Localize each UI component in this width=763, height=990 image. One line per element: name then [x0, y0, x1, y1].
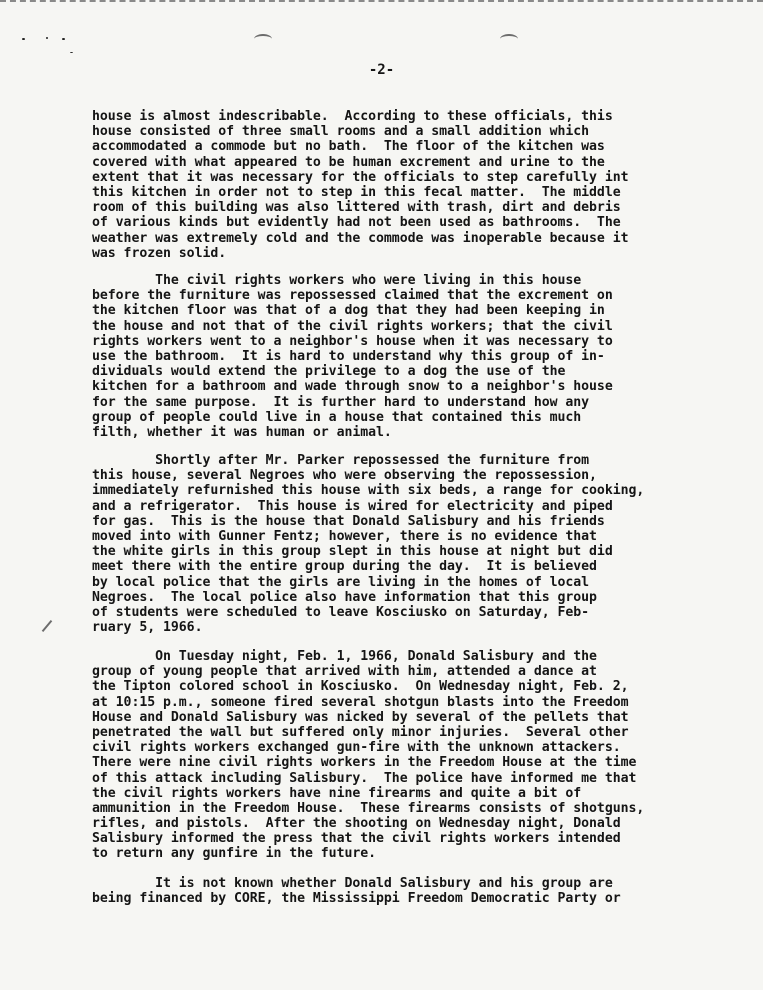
text-line: extent that it was necessary for the officials to step carefully int	[92, 169, 629, 185]
margin-mark	[42, 620, 53, 632]
speck-mark	[70, 52, 73, 53]
text-line: and a refrigerator. This house is wired for electricity and piped	[92, 498, 613, 514]
text-line: weather was extremely cold and the commode was inoperable because it	[92, 230, 629, 246]
text-line: being financed by CORE, the Mississippi Freedom Democratic Party or	[92, 891, 621, 907]
paragraph-2	[92, 273, 722, 440]
text-line: meet there with the entire group during the day. It is believed	[92, 559, 597, 575]
paragraph-1	[92, 109, 722, 261]
text-line: the kitchen floor was that of a dog that they had been keeping in	[92, 303, 605, 319]
text-line: the white girls in this group slept in this house at night but did	[92, 544, 613, 560]
text-line: the house and not that of the civil rights workers; that the civil	[92, 318, 613, 334]
page-number: -2-	[368, 62, 395, 78]
text-line: of this attack including Salisbury. The police have informed me that	[92, 770, 637, 786]
punch-mark	[254, 34, 272, 44]
text-line: It is not known whether Donald Salisbury and his group are	[92, 876, 613, 891]
text-line: this house, several Negroes who were observing the repossession,	[92, 468, 597, 484]
text-line: accommodated a commode but no bath. The floor of the kitchen was	[92, 139, 605, 155]
text-line: ruary 5, 1966.	[92, 620, 203, 636]
text-line: moved into with Gunner Fentz; however, there is no evidence that	[92, 528, 597, 544]
text-line: rifles, and pistols. After the shooting on Wednesday night, Donald	[92, 816, 621, 832]
speck-mark	[46, 37, 48, 39]
text-line: On Tuesday night, Feb. 1, 1966, Donald Salisbury and the	[92, 649, 597, 664]
text-line: ammunition in the Freedom House. These firearms consists of shotguns,	[92, 800, 645, 816]
paragraph-5	[92, 876, 722, 906]
text-line: dividuals would extend the privilege to a dog the use of the	[92, 364, 566, 380]
text-line: house consisted of three small rooms and a small addition which	[92, 124, 590, 140]
speck-mark	[22, 38, 25, 40]
page-top-edge	[0, 0, 763, 8]
text-line: before the furniture was repossessed claimed that the excrement on	[92, 288, 613, 304]
text-line: House and Donald Salisbury was nicked by several of the pellets that	[92, 709, 629, 725]
text-line: group of people could live in a house that contained this much	[92, 409, 582, 425]
text-line: penetrated the wall but suffered only minor injuries. Several other	[92, 724, 629, 740]
text-line: There were nine civil rights workers in the Freedom House at the time	[92, 755, 637, 771]
text-line: by local police that the girls are living in the homes of local	[92, 574, 590, 590]
text-line: this kitchen in order not to step in this fecal matter. The middle	[92, 184, 621, 200]
paragraph-3	[92, 453, 722, 635]
text-line: The civil rights workers who were living in this house	[92, 273, 582, 288]
text-line: rights workers went to a neighbor's house when it was necessary to	[92, 333, 613, 349]
text-line: Negroes. The local police also have information that this group	[92, 589, 597, 605]
text-line: group of young people that arrived with him, attended a dance at	[92, 664, 597, 680]
text-line: to return any gunfire in the future.	[92, 846, 377, 862]
text-line: filth, whether it was human or animal.	[92, 424, 392, 440]
text-line: immediately refurnished this house with six beds, a range for cooking,	[92, 483, 645, 499]
speck-mark	[62, 38, 65, 40]
text-line: for gas. This is the house that Donald Salisbury and his friends	[92, 513, 605, 529]
text-line: kitchen for a bathroom and wade through snow to a neighbor's house	[92, 379, 613, 395]
text-line: Salisbury informed the press that the civil rights workers intended	[92, 831, 621, 847]
text-line: was frozen solid.	[92, 245, 227, 261]
paragraph-4	[92, 649, 722, 862]
text-line: room of this building was also littered with trash, dirt and debris	[92, 200, 621, 216]
text-line: covered with what appeared to be human excrement and urine to the	[92, 154, 605, 170]
text-line: the Tipton colored school in Kosciusko. On Wednesday night, Feb. 2,	[92, 679, 629, 695]
punch-mark	[500, 34, 518, 44]
text-line: house is almost indescribable. According to these officials, this	[92, 109, 613, 124]
text-line: use the bathroom. It is hard to understand why this group of in-	[92, 348, 605, 364]
text-line: for the same purpose. It is further hard to understand how any	[92, 394, 590, 410]
text-line: of students were scheduled to leave Kosciusko on Saturday, Feb-	[92, 604, 590, 620]
text-line: civil rights workers exchanged gun-fire with the unknown attackers.	[92, 740, 621, 756]
text-line: at 10:15 p.m., someone fired several shotgun blasts into the Freedom	[92, 694, 629, 710]
text-line: of various kinds but evidently had not been used as bathrooms. The	[92, 215, 621, 231]
text-line: Shortly after Mr. Parker repossessed the furniture from	[92, 453, 590, 468]
text-line: the civil rights workers have nine firearms and quite a bit of	[92, 785, 582, 801]
